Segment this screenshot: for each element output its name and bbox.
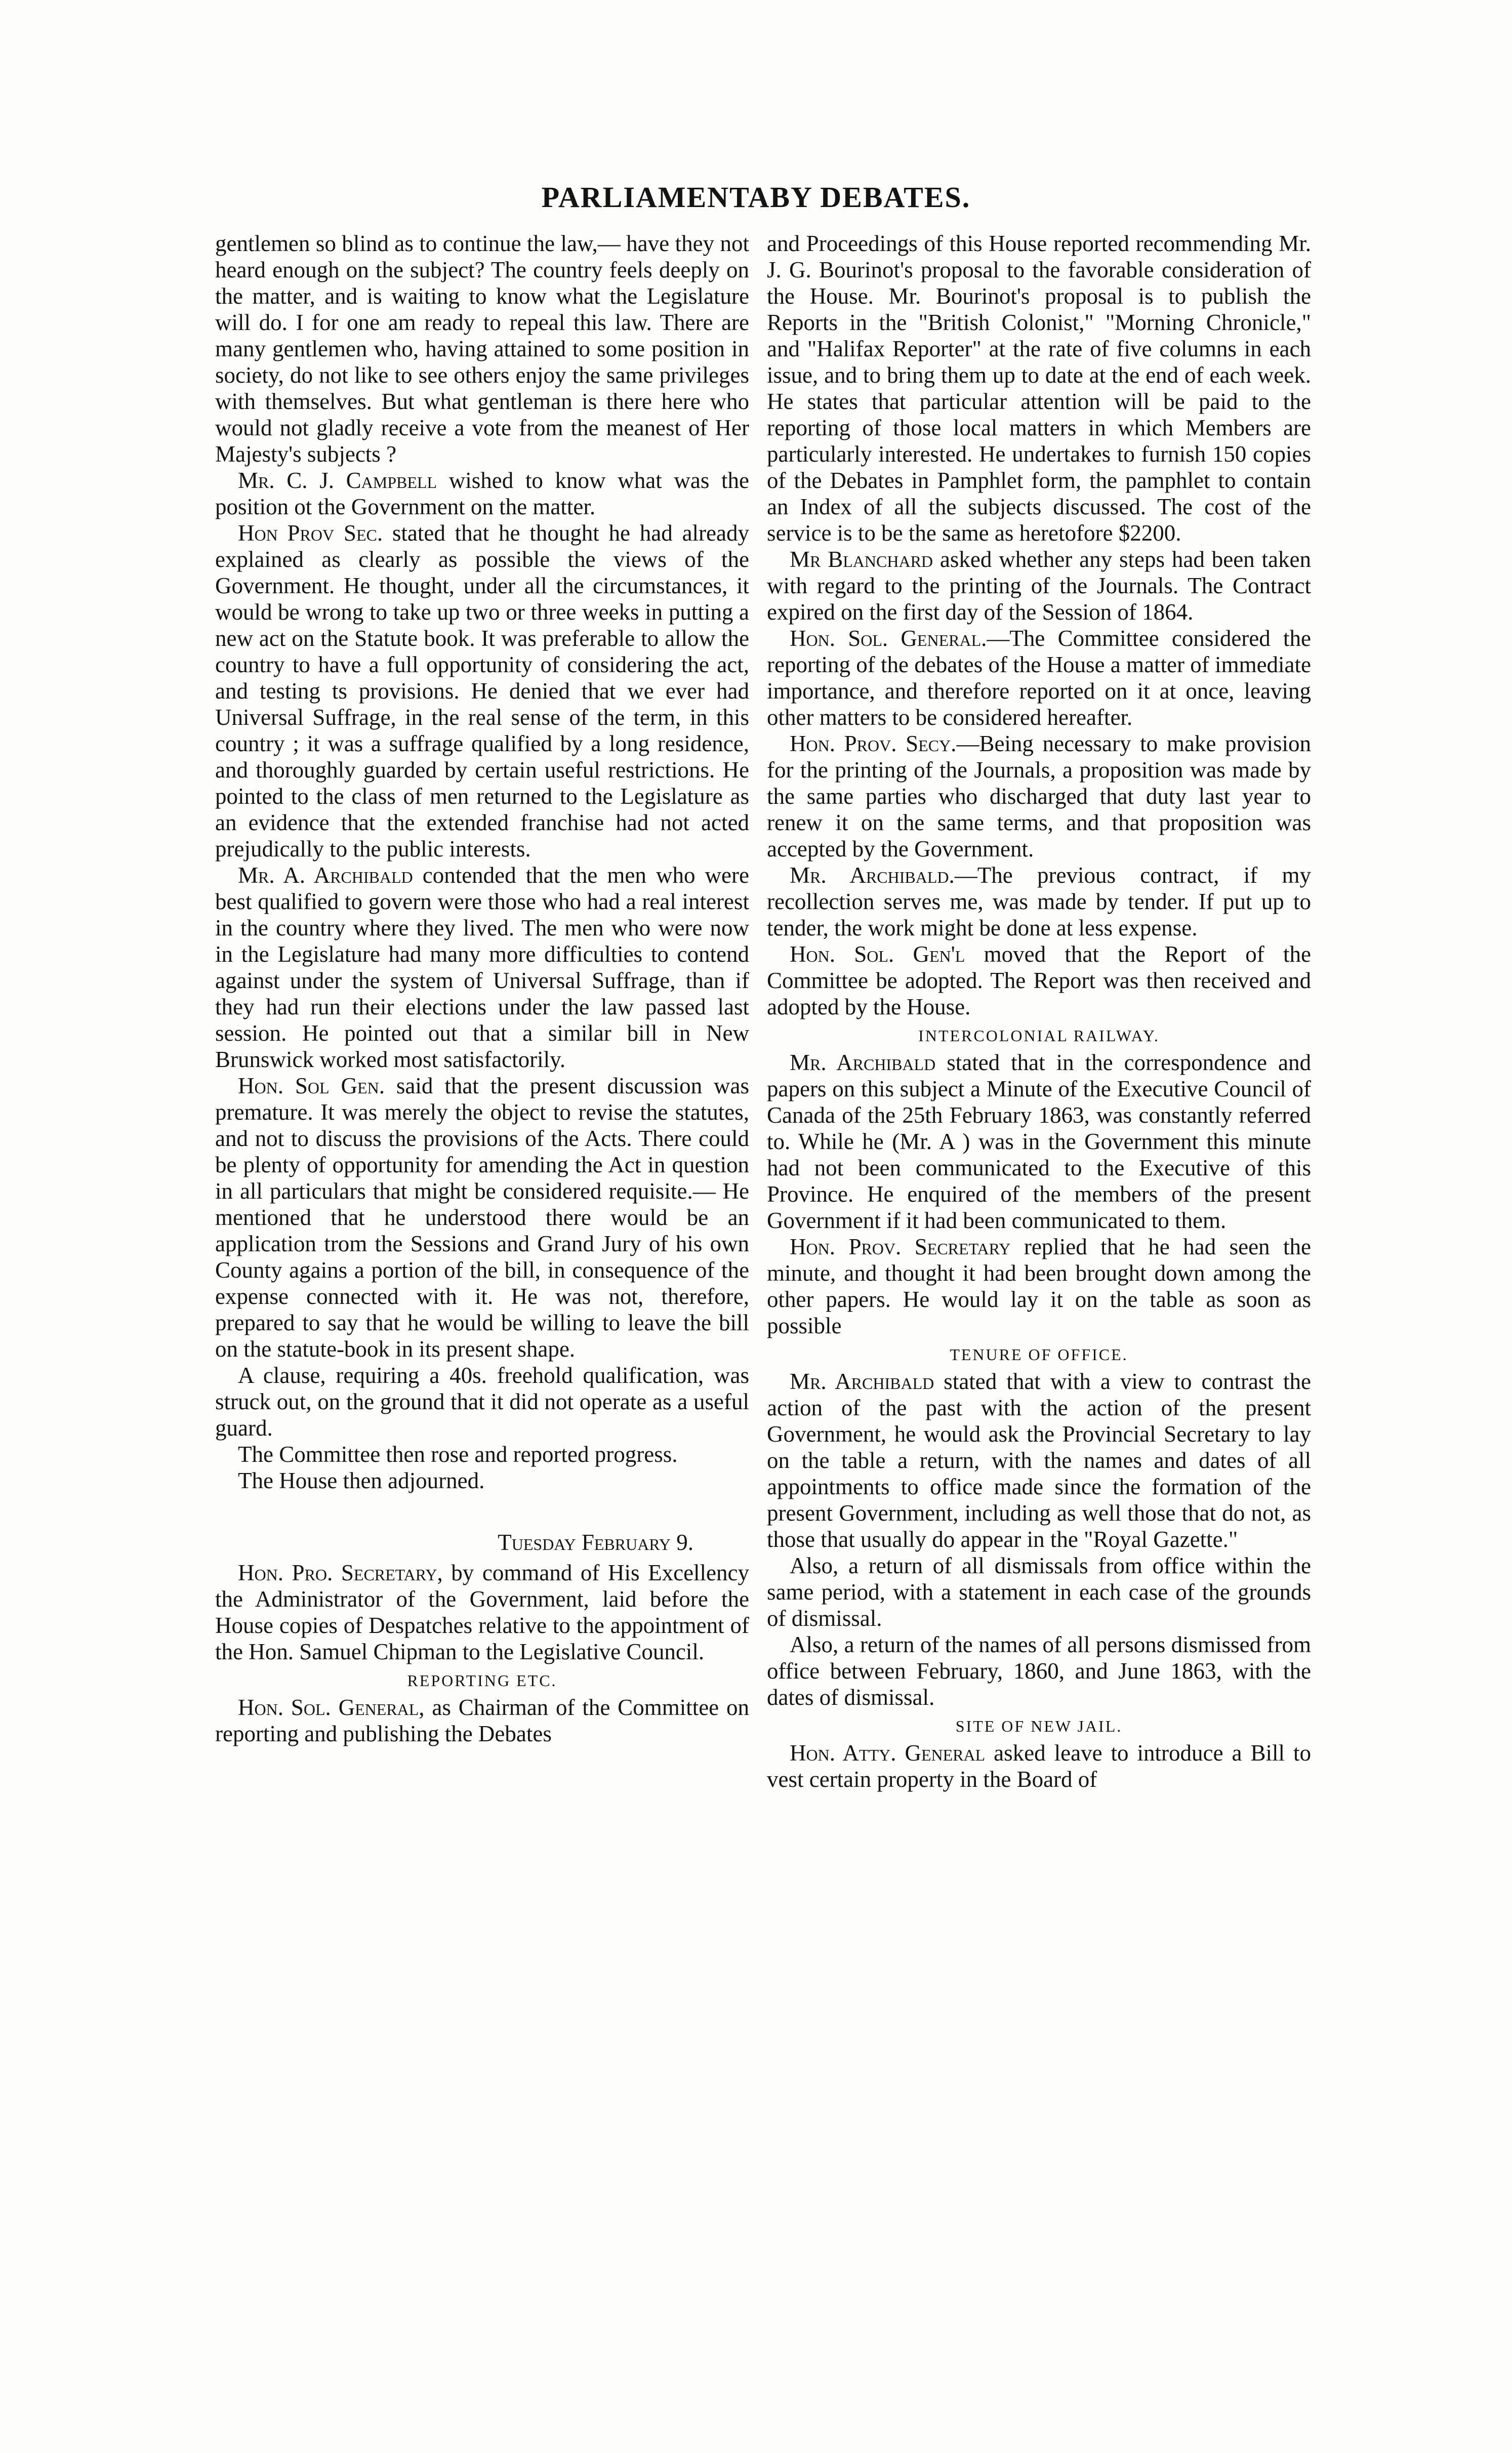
paragraph: gentlemen so blind as to continue the law,— have they not heard enough on the subject? The country feels deeply on the matter, and is waiting to know what the Legislature will do. I for one am ready to repeal this law. There are many gentlemen who, having attained to some position in society, do not like to see others enjoy the same privileges with themselves. But what gentleman is there here who would not gladly receive a vote from the meanest of Her Majesty's subjects ? (215, 231, 749, 467)
paragraph (767, 1049, 1311, 1234)
speaker-name: Hon. Prov. Secy. (790, 731, 957, 756)
paragraph: Also, a return of all dismissals from office within the same period, with a statement in each case of the grounds of dismissal. (767, 1553, 1311, 1631)
paragraph (767, 625, 1311, 730)
speaker-name: Mr Blanchard (790, 547, 933, 572)
paragraph (215, 520, 749, 862)
paragraph (767, 546, 1311, 625)
paragraph (215, 1073, 749, 1362)
speech-text: as Chairman of the Committee on reporting and publishing the Debates (215, 1695, 749, 1746)
paragraph: The House then adjourned. (238, 1468, 485, 1493)
paragraph: Also, a return of the names of all persons dismissed from office between February, 1860, and June 1863, with the dates of dismissal. (767, 1632, 1311, 1710)
paragraph (215, 1694, 749, 1747)
section-heading: TENURE OF OFFICE. (950, 1345, 1128, 1364)
speaker-name: Hon. Sol. General, (238, 1695, 425, 1720)
speech-text: by command of His Excellency the Administrator of the Government, laid before the House copies of Despatches relative to the appointment of the Hon. Samuel Chipman to the Legislative Council. (215, 1560, 749, 1664)
paragraph (767, 1234, 1311, 1339)
speech-text: stated that he thought he had already explained as clearly as possible the views of the Government. He thought, under all the circumstances, it would be wrong to take up two or three weeks in putting a new act on the Statute book. It was preferable to allow the country to have a full opportunity of considering the act, and testing ts provisions. He denied that we ever had Universal Suffrage, in the real sense of the term, in this country ; it was a suffrage qualified by a long residence, and thoroughly guarded by certain useful restrictions. He pointed to the class of men returned to the Legislature as an evidence that the extended franchise had not acted prejudically to the public interests. (215, 520, 749, 862)
paragraph (767, 1368, 1311, 1552)
speaker-name: Mr. A. Archibald (238, 863, 413, 888)
section-heading: SITE OF NEW JAIL. (955, 1717, 1123, 1735)
paragraph (767, 941, 1311, 1020)
sitting-date: Tuesday February 9. (498, 1530, 693, 1555)
speech-text: stated that with a view to contrast the action of the past with the action of the present Government, he would ask the Provincial Secretary to lay on the table a return, with the names and dates of all appointments to office made since the formation of the present Government, including as well those that do not, as those that usually do appear in the "Royal Gazette." (767, 1369, 1311, 1552)
section-heading: REPORTING ETC. (407, 1671, 557, 1690)
speech-text: —The previous contract, if my recollection serves me, was made by tender. If put up to tender, the work might be done at less expense. (767, 863, 1311, 941)
speech-text: —Being necessary to make provision for the printing of the Journals, a proposition was made by the same parties who discharged that duty last year to renew it on the same terms, and that proposition was accepted by the Government. (767, 731, 1311, 862)
speaker-name: Mr. Archibald (790, 1050, 936, 1075)
paragraph: A clause, requiring a 40s. freehold qualification, was struck out, on the ground that it did not operate as a useful guard. (215, 1363, 749, 1441)
speaker-name: Hon. Atty. General (790, 1740, 986, 1766)
paragraph: The Committee then rose and reported progress. (238, 1442, 678, 1467)
speaker-name: Mr. Archibald (790, 1369, 934, 1394)
right-column (767, 230, 1311, 1792)
speaker-name: Hon. Sol. General. (790, 626, 987, 651)
speech-text: moved that the Report of the Committee be adopted. The Report was then received and adopted by the House. (767, 942, 1311, 1019)
speech-text: said that the present discussion was premature. It was merely the object to revise the statutes, and not to discuss the provisions of the Acts. There could be plenty of opportunity for amending the Act in question in all particulars that might be considered requisite.— He mentioned that he understood there would be an application trom the Sessions and Grand Jury of his own County agains a portion of the bill, in consequence of the expense connected with it. He was not, therefore, prepared to say that he would be willing to leave the bill on the statute-book in its present shape. (215, 1073, 749, 1362)
page-header-title: PARLIAMENTABY DEBATES. (541, 181, 971, 214)
speech-text: asked leave to introduce a Bill to vest certain property in the Board of (767, 1740, 1311, 1792)
speech-text: replied that he had seen the minute, and thought it had been brought down among the other papers. He would lay it on the table as soon as possible (767, 1234, 1312, 1338)
paragraph (767, 730, 1311, 862)
speaker-name: Hon. Sol Gen. (238, 1073, 385, 1098)
speech-text: wished to know what was the position ot the Government on the matter. (215, 468, 750, 519)
speaker-name: Hon. Prov. Secretary (790, 1234, 1011, 1259)
left-column (215, 230, 749, 1747)
speech-text: contended that the men who were best qualified to govern were those who had a real interest in the country where they lived. The men who were now in the Legislature had many more difficulties to contend against under the system of Universal Suffrage, than if they had run their elections under the law passed last session. He pointed out that a similar bill in New Brunswick worked most satisfactorily. (215, 863, 749, 1072)
paragraph (215, 862, 749, 1073)
speaker-name: Mr. Archibald. (790, 863, 955, 888)
speech-text: asked whether any steps had been taken with regard to the printing of the Journals. The Contract expired on the first day of the Session of 1864. (767, 547, 1311, 625)
paragraph (215, 1560, 749, 1665)
paragraph: and Proceedings of this House reported recommending Mr. J. G. Bourinot's proposal to the favorable consideration of the House. Mr. Bourinot's proposal is to publish the Reports in the "British Colonist," "Morning Chronicle," and "Halifax Reporter" at the rate of five columns in each issue, and to bring them up to date at the end of each week. He states that particular attention will be paid to the reporting of those local matters in which Members are particularly interested. He undertakes to furnish 150 copies of the Debates in Pamphlet form, the pamphlet to contain an Index of all the subjects discussed. The cost of the service is to be the same as heretofore $2200. (767, 231, 1311, 546)
speaker-name: Hon. Sol. Gen'l (790, 942, 965, 967)
speaker-name: Hon Prov Sec. (238, 520, 383, 546)
paragraph (215, 467, 749, 520)
section-heading: INTERCOLONIAL RAILWAY. (918, 1027, 1160, 1045)
paragraph (767, 1740, 1311, 1792)
speech-text: stated that in the correspondence and papers on this subject a Minute of the Executive Council of Canada of the 25th February 1863, was constantly referred to. While he (Mr. A ) was in the Government this minute had not been communicated to the Executive of this Province. He enquired of the members of the present Government if it had been communicated to them. (767, 1050, 1311, 1233)
paragraph (767, 862, 1311, 941)
speaker-name: Mr. C. J. Campbell (238, 468, 437, 493)
speaker-name: Hon. Pro. Secretary, (238, 1560, 443, 1585)
speech-text: —The Committee considered the reporting of the debates of the House a matter of immediate importance, and therefore reported on it at once, leaving other matters to be considered hereafter. (767, 626, 1311, 730)
